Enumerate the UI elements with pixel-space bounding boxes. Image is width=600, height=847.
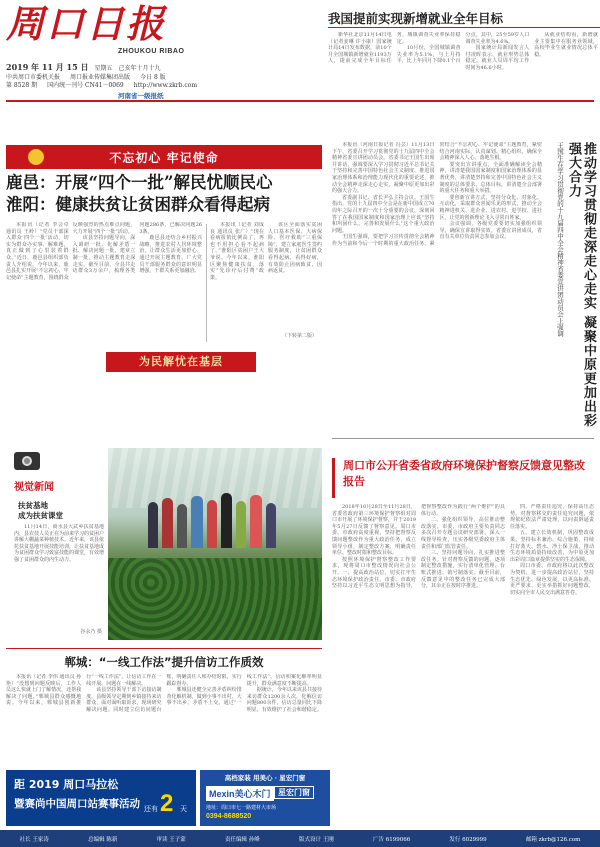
right-headline-text: 推动学习贯彻走深走心走实 凝聚中原更加出彩强大合力: [566, 142, 596, 428]
logo-text: 周口日报: [6, 2, 167, 46]
website: http://www.zkrb.com: [133, 82, 198, 89]
countdown-unit: 天: [180, 805, 187, 813]
ad-slogan: 高档家装 用美心 · 星宏门窗: [224, 774, 306, 782]
lead-continued: （下转第二版）: [282, 333, 318, 339]
top-news-text: 新华社北京11月14日电（记者姜琳 许小康）国家统计局14日发布数据，前10个月全国城镇新增就业1193万人，提前完成全年目标任务，城镇调查失业率保持稳定。 10月份，全国城镇调查失业率为5.1%，与上月持平，比上年同月下降0.1个百分点。其中，25至59岁人口调查失业率为4.6%。 国家统计局新闻发言人付凌晖表示，就业形势总体稳定，就业人员周平均工作时间为46.6小时。 从就业结构看，新增就业主要集中在服务业领域，高校毕业生就业情况总体平稳。: [328, 32, 598, 71]
lunar-date: 己亥年十月十九: [118, 65, 161, 72]
right-headline: [566, 142, 596, 432]
ad-phone: 0394-8688520: [206, 813, 252, 820]
env-headline-box: [332, 458, 594, 498]
photo-news-tag: 视觉新闻: [14, 482, 54, 493]
marathon-countdown: [6, 770, 196, 826]
sub-banner-text: 为民解忧在基层: [139, 355, 223, 368]
right-column-bottom-rule: [332, 438, 594, 439]
footer-item: 广告 6199066: [372, 836, 411, 843]
issue-number: 第 8528 期: [6, 82, 38, 89]
footer-item: 审读 王子蒙: [156, 836, 186, 843]
sub-banner: [106, 352, 256, 372]
issue-date: 2019 年 11 月 15 日: [6, 62, 89, 72]
lead-banner-text: 不忘初心 牢记使命: [109, 151, 219, 165]
footer-item: 总编辑 陈新: [88, 836, 118, 843]
weekday: 星期五: [94, 65, 113, 72]
ad-shop: 星宏门窗: [274, 786, 314, 799]
marathon-line-1: 距 2019 周口马拉松: [14, 778, 119, 791]
ad-address: 地址：周口市七一路建材大市场: [206, 805, 277, 811]
footer-item: 发行 6029999: [449, 836, 487, 843]
bottom-headline: 郸城：“一线工作法”提升信访工作质效: [64, 655, 264, 669]
top-headline-text: 我国提前实现新增就业全年目标: [328, 11, 504, 26]
photo-credit: 谷永乃 摄: [80, 629, 102, 635]
ad-block: [200, 770, 330, 826]
bottom-story-top-rule: [6, 648, 322, 649]
masthead-logo: [6, 4, 246, 44]
newspaper-level-badge: 河南省一级报纸: [118, 92, 164, 100]
env-body: 2018年10月28日至11月28日，省委省政府第三环境保护督察组对周口市开展了环境保护督察，并于2019年5月27日反馈了督察意见。周口市委、市政府高度重视，坚持把督察反馈问题整改作为重大政治任务，成立领导小组，制定整改方案，明确责任单位、整改时限和整改目标。 按照环境保护督察整改工作要求，现将周口市整改情况向社会公开。一、提高政治站位，切实扛牢生态环境保护政治责任。市委、市政府坚持以习近平生态文明思想为指导，把督察整改作为践行“两个维护”的具体行动。 二、强化组织领导，高位推动整改落实。市委、市政府主要负责同志多次召开专题会议研究部署，深入一线督导检查，压实各级党委政府主体责任和部门监管责任。 三、坚持问题导向，扎实推进整改任务。针对督察反馈的问题，逐项制定整改措施，实行清单化管理、台账式推进、销号制落实。截至目前，反馈意见中的整改任务已完成大部分，其余正在按时序推进。 四、严格责任追究，保持高压态势。对督察移交的责任追究问题，依规依纪依法严肃处理，以问责倒逼责任落实。 五、建立长效机制，巩固整改成果。坚持标本兼治、综合施策，持续打好蓝天、碧水、净土保卫战，推动生态环境质量持续改善，为中原更加出彩周口篇章提供坚实的生态保障。 周口市委、市政府将以此次整改为契机，进一步提高政治站位，坚持生态优先、绿色发展，以更高标准、更严要求、更实举措抓好问题整改，切实向全市人民交出满意答卷。: [332, 504, 594, 596]
photo-news-caption: 11月14日，商水县大武乡扶贫基地内，县农技人员正在为前来学习的贫困户讲解大棚蔬菜种植技术。近年来，该县依托扶贫基地开展技能培训，让扶贫基地成为贫困群众学习致富技能的课堂，有效增强了贫困群众的内生动力。: [14, 524, 104, 563]
footer-item: 责任编辑 孙峰: [225, 836, 260, 843]
page-count: 今日 8 版: [140, 74, 166, 81]
lead-headline-2: 淮阳：健康扶贫让贫困群众看得起病: [6, 195, 270, 214]
footer-item: 版式设计 王刚: [298, 836, 334, 843]
marathon-line-2: 暨赛尚中国周口站赛事活动: [14, 798, 140, 810]
sponsor: 中共周口市委机关报: [6, 74, 61, 81]
countdown-days: 2: [160, 790, 174, 817]
ad-brand: Mexin美心木门: [206, 786, 274, 801]
photo-news-box: [6, 448, 106, 640]
lead-body-huaiyang: 本报讯（记者 刘成良 通讯员 张广）“现在看病报销比例高了，再也不用担心看不起病了。”淮阳区贫困户王大爷说。今年以来，淮阳区聚焦健康扶贫，落实“先诊疗后付费”政策。 该区全面落实贫困人口基本医保、大病保险、医疗救助“三重保障”，建立家庭医生签约服务制度，让贫困群众看得起病、看得好病，有效防止因病致贫、因病返贫。: [210, 222, 322, 281]
bottom-body: 本报讯（记者 李伟 通讯员 孙艳）“没想到问题反映后，工作人员这么快就上门了解情况，还帮我解决了问题。”郸城县群众感慨地说。今年以来，郸城县创新推行“一线工作法”，让信访工作在一线开展、问题在一线解决。 该县坚持领导干部下访接访制度，县级领导定期到乡镇接待来访群众，面对面听取诉求，现场研究解决问题。同时建立信访问题台账，明确责任人和办结时限，实行跟踪督办。 郸城县还健全完善矛盾纠纷排查化解机制，做到小事不出村、大事不出乡、矛盾不上交。通过“一线工作法”，信访积案化解率明显提升，群众满意度不断提高。 据统计，今年以来该县共接待来访群众1200余人次，化解信访问题800余件，信访总量同比下降明显，有效维护了社会和谐稳定。: [6, 674, 322, 713]
env-headline: 周口市公开省委省政府环境保护督察反馈意见整改报告: [343, 459, 585, 488]
footer-item: 社长 王家涛: [19, 836, 49, 843]
greenhouse-photo: [108, 448, 322, 640]
lead-body-luyi: 本报讯（记者 李会卓 通讯员 王岭）“党员干部深入群众‘四个一批’活动，切实为群众办实事、解难题，真正做到了心里装着群众。”近日，鹿邑县组织部负责人介绍说。今年以来，鹿邑县扎实开展“不忘初心、牢记使命”主题教育，围绕群众反映强烈的热点难点问题，大力开展“四个一批”活动。 该县坚持问题导向，深入调研一批、化解矛盾一批、解决问题一批、建章立制一批，推动主题教育走深走实。截至目前，全县共走访群众3万余户，梳理各类问题286条，已解决问题263条。 鹿邑县还结合乡村振兴战略，推进农村人居环境整治，让群众生活更加舒心。通过开展主题教育，广大党员干部服务群众的意识明显增强，干群关系更加融洽。: [6, 222, 202, 281]
cn-number: 国内统一刊号 CN41－0069: [47, 82, 124, 89]
footer-bar: [0, 830, 600, 847]
lead-column-divider: [206, 224, 207, 342]
right-subhead-text: 王国生在学习贯彻党的十九届四中全会精神省委宣讲团动员会上强调: [556, 142, 564, 337]
top-headline: [328, 8, 600, 28]
photo-news-title-2: 成为扶贫课堂: [18, 511, 63, 520]
photo-news-title-1: 扶贫基地: [18, 501, 48, 510]
lead-headline-1: 鹿邑：开展“四个一批”解民忧顺民心: [6, 173, 273, 192]
masthead-rule: [6, 100, 594, 102]
footer-item: 邮箱 zkrb@126.com: [525, 836, 581, 843]
right-subhead: [548, 142, 564, 432]
countdown-label: 还有: [144, 805, 158, 813]
logo-pinyin: ZHOUKOU RIBAO: [118, 48, 185, 55]
right-body: 本报讯（河南日报记者 冯芸）11月13日下午，省委召开学习贯彻党的十九届四中全会精神省委宣讲团动员会。省委书记王国生出席并讲话，强调要深入学习贯彻习近平总书记关于坚持和完善中国特色社会主义制度、推进国家治理体系和治理能力现代化的重要论述，推动全会精神走深走心走实，凝聚中原更加出彩的强大合力。 省委副书记、省长尹弘主持会议。王国生指出，党的十九届四中全会是在新中国成立70周年之际召开的一次十分重要的会议，深刻回答了在我国国家制度和国家治理上应该“坚持和巩固什么、完善和发展什么”这个重大政治问题。 王国生强调，要把学习宣传贯彻全会精神作为当前和今后一个时期的重大政治任务，紧密结合“不忘初心、牢记使命”主题教育，紧密结合河南实际，认真谋划、精心组织，确保全会精神深入人心、落地生根。 要突出宣讲重点，全面准确解读全会精神，讲清楚我国国家制度和国家治理体系的显著优势，讲清楚坚持和完善中国特色社会主义制度的总体要求、总体目标，讲清楚全会部署的重大任务和重大举措。 要创新宣讲方式，坚持分众化、对象化、互动化，采取群众喜闻乐见的形式，推动全会精神进机关、进企业、进农村、进学校、进社区，让党的创新理论飞入寻常百姓家。 会议强调，各级党委要切实加强组织领导，确保宣讲取得实效。省委宣讲团成员，省直有关单位负责同志参加会议。: [332, 142, 542, 247]
lead-banner: [6, 145, 322, 169]
dateline-strip: [6, 63, 322, 90]
publisher: 周口报业传媒集团出版: [70, 74, 131, 81]
camera-icon: [14, 452, 40, 470]
